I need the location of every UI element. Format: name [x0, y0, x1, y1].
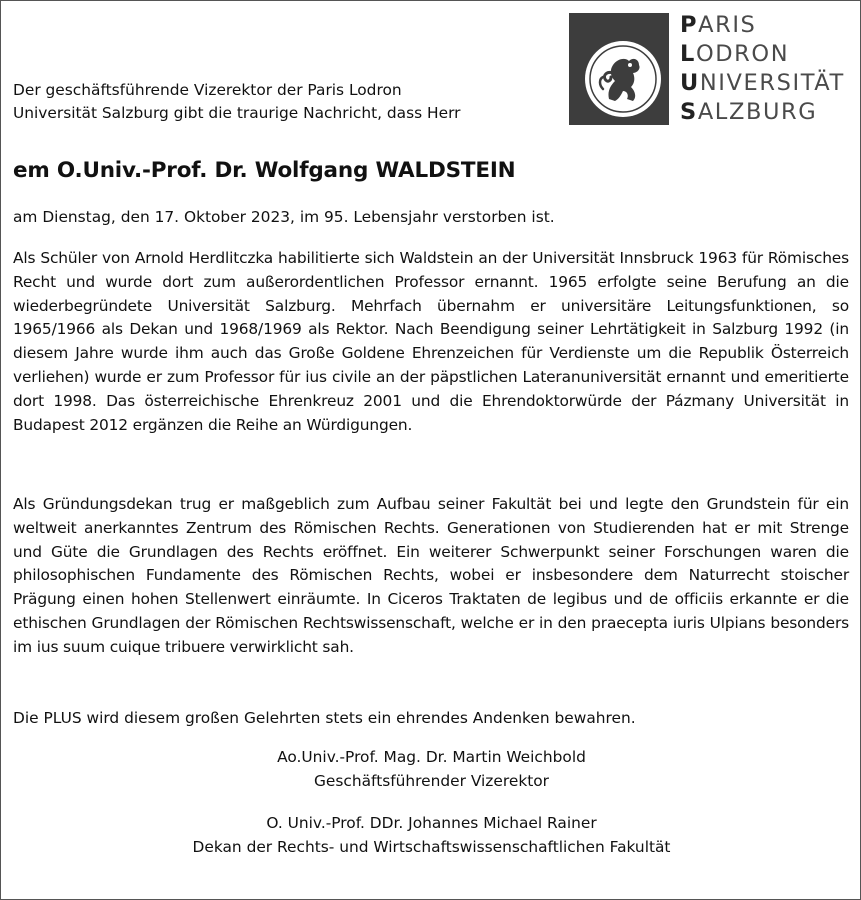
signatory-role: Dekan der Rechts- und Wirtschaftswissenschaftlichen Fakultät — [192, 837, 671, 856]
signatory-name: O. Univ.-Prof. DDr. Johannes Michael Rainer — [266, 814, 597, 832]
signatory-role: Geschäftsführender Vizerektor — [313, 771, 550, 790]
intro-line-1: Der geschäftsführende Vizerektor der Paris Lodron — [13, 81, 402, 99]
wordmark-line: LODRON — [680, 41, 790, 67]
university-seal-icon — [569, 13, 669, 125]
deceased-name: em O.Univ.-Prof. Dr. Wolfgang WALDSTEIN — [13, 158, 516, 183]
university-logo — [569, 13, 851, 125]
wordmark-line: UNIVERSITÄT — [680, 70, 845, 96]
closing-statement: Die PLUS wird diesem großen Gelehrten stets ein ehrendes Andenken bewahren. — [13, 709, 636, 727]
signatory-name: Ao.Univ.-Prof. Mag. Dr. Martin Weichbold — [277, 748, 586, 766]
signature-block-2 — [1, 812, 861, 859]
wordmark-line: PARIS — [680, 12, 757, 38]
intro-text — [13, 79, 553, 125]
wordmark-line: SALZBURG — [680, 99, 818, 125]
intro-line-2: Universität Salzburg gibt die traurige Nachricht, dass Herr — [13, 104, 461, 122]
biography-paragraph-1: Als Schüler von Arnold Herdlitczka habilitierte sich Waldstein an der Universität Innsbruck 1963 für Römisches Recht und wurde dort zum außerordentlichen Professor ernannt. 1965 erfolgte seine Berufung an die wiederbegründete Universität Salzburg. Mehrfach übernahm er universitäre Leitungsfunktionen, so 1965/1966 als Dekan und 1968/1969 als Rektor. Nach Beendigung seiner Lehrtätigkeit in Salzburg 1992 (in diesem Jahre wurde ihm auch das Große Goldene Ehrenzeichen für Verdienste um die Republik Österreich verliehen) wurde er zum Professor für ius civile an der päpstlichen Lateranuniversität ernannt und emeritierte dort 1998. Das österreichische Ehrenkreuz 2001 und die Ehrendoktorwürde der Pázmany Universität in Budapest 2012 ergänzen die Reihe an Würdigungen. — [13, 249, 849, 434]
signature-block-1 — [1, 746, 861, 793]
university-wordmark — [680, 11, 845, 127]
date-of-death: am Dienstag, den 17. Oktober 2023, im 95. Lebensjahr verstorben ist. — [13, 208, 555, 226]
biography-paragraph-2: Als Gründungsdekan trug er maßgeblich zum Aufbau seiner Fakultät bei und legte den Grundstein für ein weltweit anerkanntes Zentrum des Römischen Rechts. Generationen von Studierenden hat er mit Strenge und Güte die Grundlagen des Rechts eröffnet. Ein weiterer Schwerpunkt seiner Forschungen waren die philosophischen Fundamente des Römischen Rechts, wobei er insbesondere dem Naturrecht stoischer Prägung einen hohen Stellenwert einräumte. In Ciceros Traktaten de legibus und de officiis erkannte er die ethischen Grundlagen der Römischen Rechtswissenschaft, welche er in den praecepta iuris Ulpians besonders im ius suum cuique tribuere verwirklicht sah. — [13, 495, 849, 656]
